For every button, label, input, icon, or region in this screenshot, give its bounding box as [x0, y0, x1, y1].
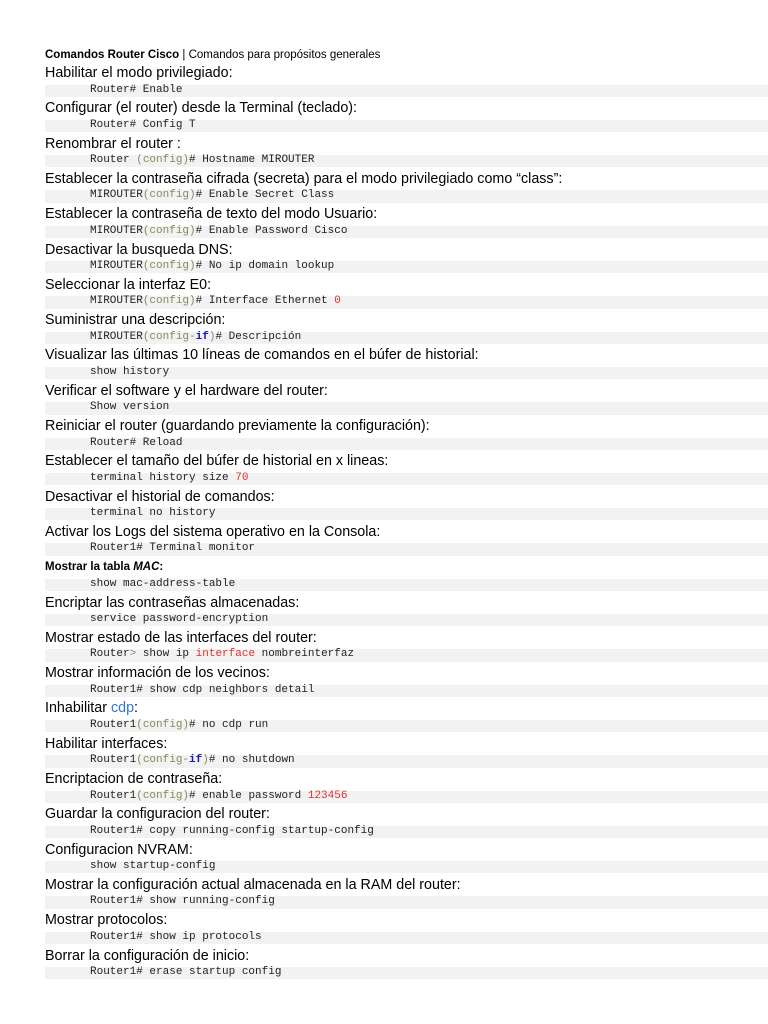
command-token: Router1# Terminal monitor	[90, 542, 256, 555]
command-block	[45, 85, 768, 97]
command-token: # no cdp run	[189, 718, 269, 731]
command-text	[90, 260, 334, 273]
command-text	[90, 613, 268, 626]
command-token: if	[195, 330, 209, 343]
command-token: Router1	[90, 754, 137, 767]
command-token: Router1# erase startup config	[90, 966, 282, 978]
command-token: Router1# copy running-config startup-config	[90, 824, 374, 837]
description-part: MAC	[133, 561, 160, 574]
command-token: (config)	[136, 789, 190, 802]
command-token: show startup-config	[90, 860, 216, 873]
command-token: (config)	[142, 260, 196, 272]
command-token: MIROUTER	[90, 330, 143, 343]
command-block	[45, 438, 768, 450]
command-token: (config)	[142, 295, 196, 308]
header-title: Comandos Router Cisco	[45, 49, 180, 61]
command-text	[90, 84, 182, 97]
command-token: Router# Config T	[90, 118, 196, 131]
entry-description: Renombrar el router :	[45, 135, 181, 152]
entry-description: Guardar la configuracion del router:	[45, 806, 270, 823]
entry-description: Habilitar el modo privilegiado:	[45, 65, 233, 81]
command-token: Router1	[90, 789, 137, 802]
command-block	[45, 967, 768, 979]
command-token: # Interface Ethernet	[195, 295, 335, 308]
entry-description: Encriptacion de contraseña:	[45, 771, 223, 787]
header-subtitle: Comandos para propósitos generales	[188, 49, 381, 61]
command-token: # enable password	[189, 789, 308, 802]
command-block	[45, 649, 768, 661]
entry-description: Configuracion NVRAM:	[45, 841, 193, 858]
command-block	[45, 226, 768, 238]
command-token: MIROUTER	[90, 295, 143, 308]
command-token: (config-	[136, 754, 190, 767]
command-token: Router# Reload	[90, 436, 183, 449]
command-token: # Enable Password Cisco	[195, 224, 348, 237]
entry-description: Seleccionar la interfaz E0:	[45, 276, 212, 293]
command-text	[90, 966, 281, 979]
entry-description: Desactivar la busqueda DNS:	[45, 241, 233, 258]
entry-description: Habilitar interfaces:	[45, 735, 168, 752]
entry-description: Establecer el tamaño del búfer de historial en x lineas:	[45, 453, 389, 470]
command-token: MIROUTER	[90, 189, 143, 202]
header-separator: |	[179, 49, 189, 61]
command-text	[90, 790, 347, 803]
command-token: show history	[90, 365, 170, 378]
description-part: :	[159, 561, 164, 574]
command-text	[90, 472, 248, 485]
command-text	[90, 331, 301, 344]
command-token: Router1# show ip protocols	[90, 930, 262, 943]
command-block	[45, 685, 768, 697]
entry-description: Encriptar las contraseñas almacenadas:	[45, 594, 300, 611]
command-token: # Enable Secret Class	[195, 189, 335, 202]
command-token: 70	[235, 471, 249, 484]
command-block	[45, 508, 768, 520]
command-token: # Descripción	[215, 330, 302, 343]
command-block	[45, 791, 768, 803]
command-block	[45, 296, 768, 308]
command-text	[90, 825, 374, 838]
command-text	[90, 225, 347, 238]
command-block	[45, 190, 768, 202]
command-text	[90, 154, 314, 167]
command-token: 123456	[307, 789, 348, 802]
entry-description: Configurar (el router) desde la Terminal (teclado):	[45, 100, 358, 117]
command-token: Router1# show cdp neighbors detail	[90, 683, 315, 696]
entry-description: Establecer la contraseña de texto del modo Usuario:	[45, 206, 378, 223]
command-token: MIROUTER	[90, 224, 143, 237]
command-text	[90, 189, 334, 202]
command-token: (config)	[142, 189, 196, 202]
entry-description: Reiniciar el router (guardando previamente la configuración):	[45, 418, 430, 434]
entry-description	[45, 559, 745, 576]
command-block	[45, 261, 768, 273]
command-block	[45, 896, 768, 908]
command-block	[45, 543, 768, 555]
command-token: service password-encryption	[90, 613, 269, 625]
command-token: (config-	[142, 330, 196, 343]
entry-description: Borrar la configuración de inicio:	[45, 947, 250, 964]
entry-description: Establecer la contraseña cifrada (secreta) para el modo privilegiado como “class”:	[45, 170, 563, 187]
command-block	[45, 332, 768, 344]
command-token: terminal no history	[90, 507, 216, 520]
entry-description: Mostrar información de los vecinos:	[45, 665, 270, 682]
command-text	[90, 507, 215, 520]
entry-description: Mostrar protocolos:	[45, 912, 168, 929]
command-token: >	[129, 648, 137, 661]
command-block	[45, 755, 768, 767]
command-token: Show version	[90, 401, 170, 414]
command-text	[90, 437, 182, 450]
command-text	[90, 754, 295, 767]
entry-description: Verificar el software y el hardware del router:	[45, 382, 328, 399]
command-token: )	[202, 754, 209, 767]
command-block	[45, 579, 768, 591]
entry-description: Mostrar estado de las interfaces del router:	[45, 629, 317, 646]
command-block	[45, 826, 768, 838]
command-text	[90, 684, 314, 697]
command-text	[90, 578, 235, 591]
command-text	[90, 366, 169, 379]
command-token: Router	[90, 154, 137, 167]
command-text	[90, 931, 262, 944]
command-text	[90, 401, 169, 414]
command-text	[90, 895, 275, 908]
command-text	[90, 542, 255, 555]
command-token: Router1	[90, 718, 137, 731]
command-block	[45, 720, 768, 732]
command-block	[45, 861, 768, 873]
entry-description: Suministrar una descripción:	[45, 312, 226, 329]
command-block	[45, 155, 768, 167]
command-token: if	[189, 754, 203, 767]
command-block	[45, 402, 768, 414]
command-token: # Hostname MIROUTER	[189, 154, 315, 167]
command-block	[45, 473, 768, 485]
command-block	[45, 614, 768, 626]
command-token: (config)	[136, 154, 190, 167]
command-text	[90, 295, 341, 308]
description-part: Mostrar la tabla	[45, 561, 134, 574]
command-block	[45, 932, 768, 944]
command-token: Router	[90, 648, 130, 661]
command-token: show mac-address-table	[90, 577, 236, 590]
command-block	[45, 367, 768, 379]
command-text	[90, 119, 196, 132]
command-text	[90, 719, 268, 732]
command-token: 0	[334, 295, 341, 308]
command-token: Router1# show running-config	[90, 895, 275, 908]
command-text	[90, 648, 354, 661]
command-token: interface	[195, 648, 256, 661]
command-token: terminal history size	[90, 471, 236, 484]
command-text	[90, 860, 215, 873]
entry-description: Mostrar la configuración actual almacenada en la RAM del router:	[45, 876, 461, 893]
description-part: Inhabilitar	[45, 700, 111, 717]
cdp-link-text: cdp	[110, 700, 135, 717]
entry-description: Visualizar las últimas 10 líneas de comandos en el búfer de historial:	[45, 347, 479, 364]
command-token: show ip	[136, 648, 196, 661]
command-token: )	[208, 330, 216, 343]
description-part: :	[134, 700, 139, 717]
entry-description: Activar los Logs del sistema operativo en la Consola:	[45, 523, 381, 540]
command-token: # No ip domain lookup	[195, 260, 335, 272]
command-token: Router# Enable	[90, 83, 183, 96]
command-token: nombreinterfaz	[255, 648, 355, 661]
command-token: (config)	[136, 718, 190, 731]
command-token: MIROUTER	[90, 260, 143, 272]
command-block	[45, 120, 768, 132]
command-token: (config)	[142, 224, 196, 237]
entry-description: Desactivar el historial de comandos:	[45, 488, 275, 505]
command-token: # no shutdown	[208, 754, 295, 767]
entry-description	[45, 700, 745, 717]
